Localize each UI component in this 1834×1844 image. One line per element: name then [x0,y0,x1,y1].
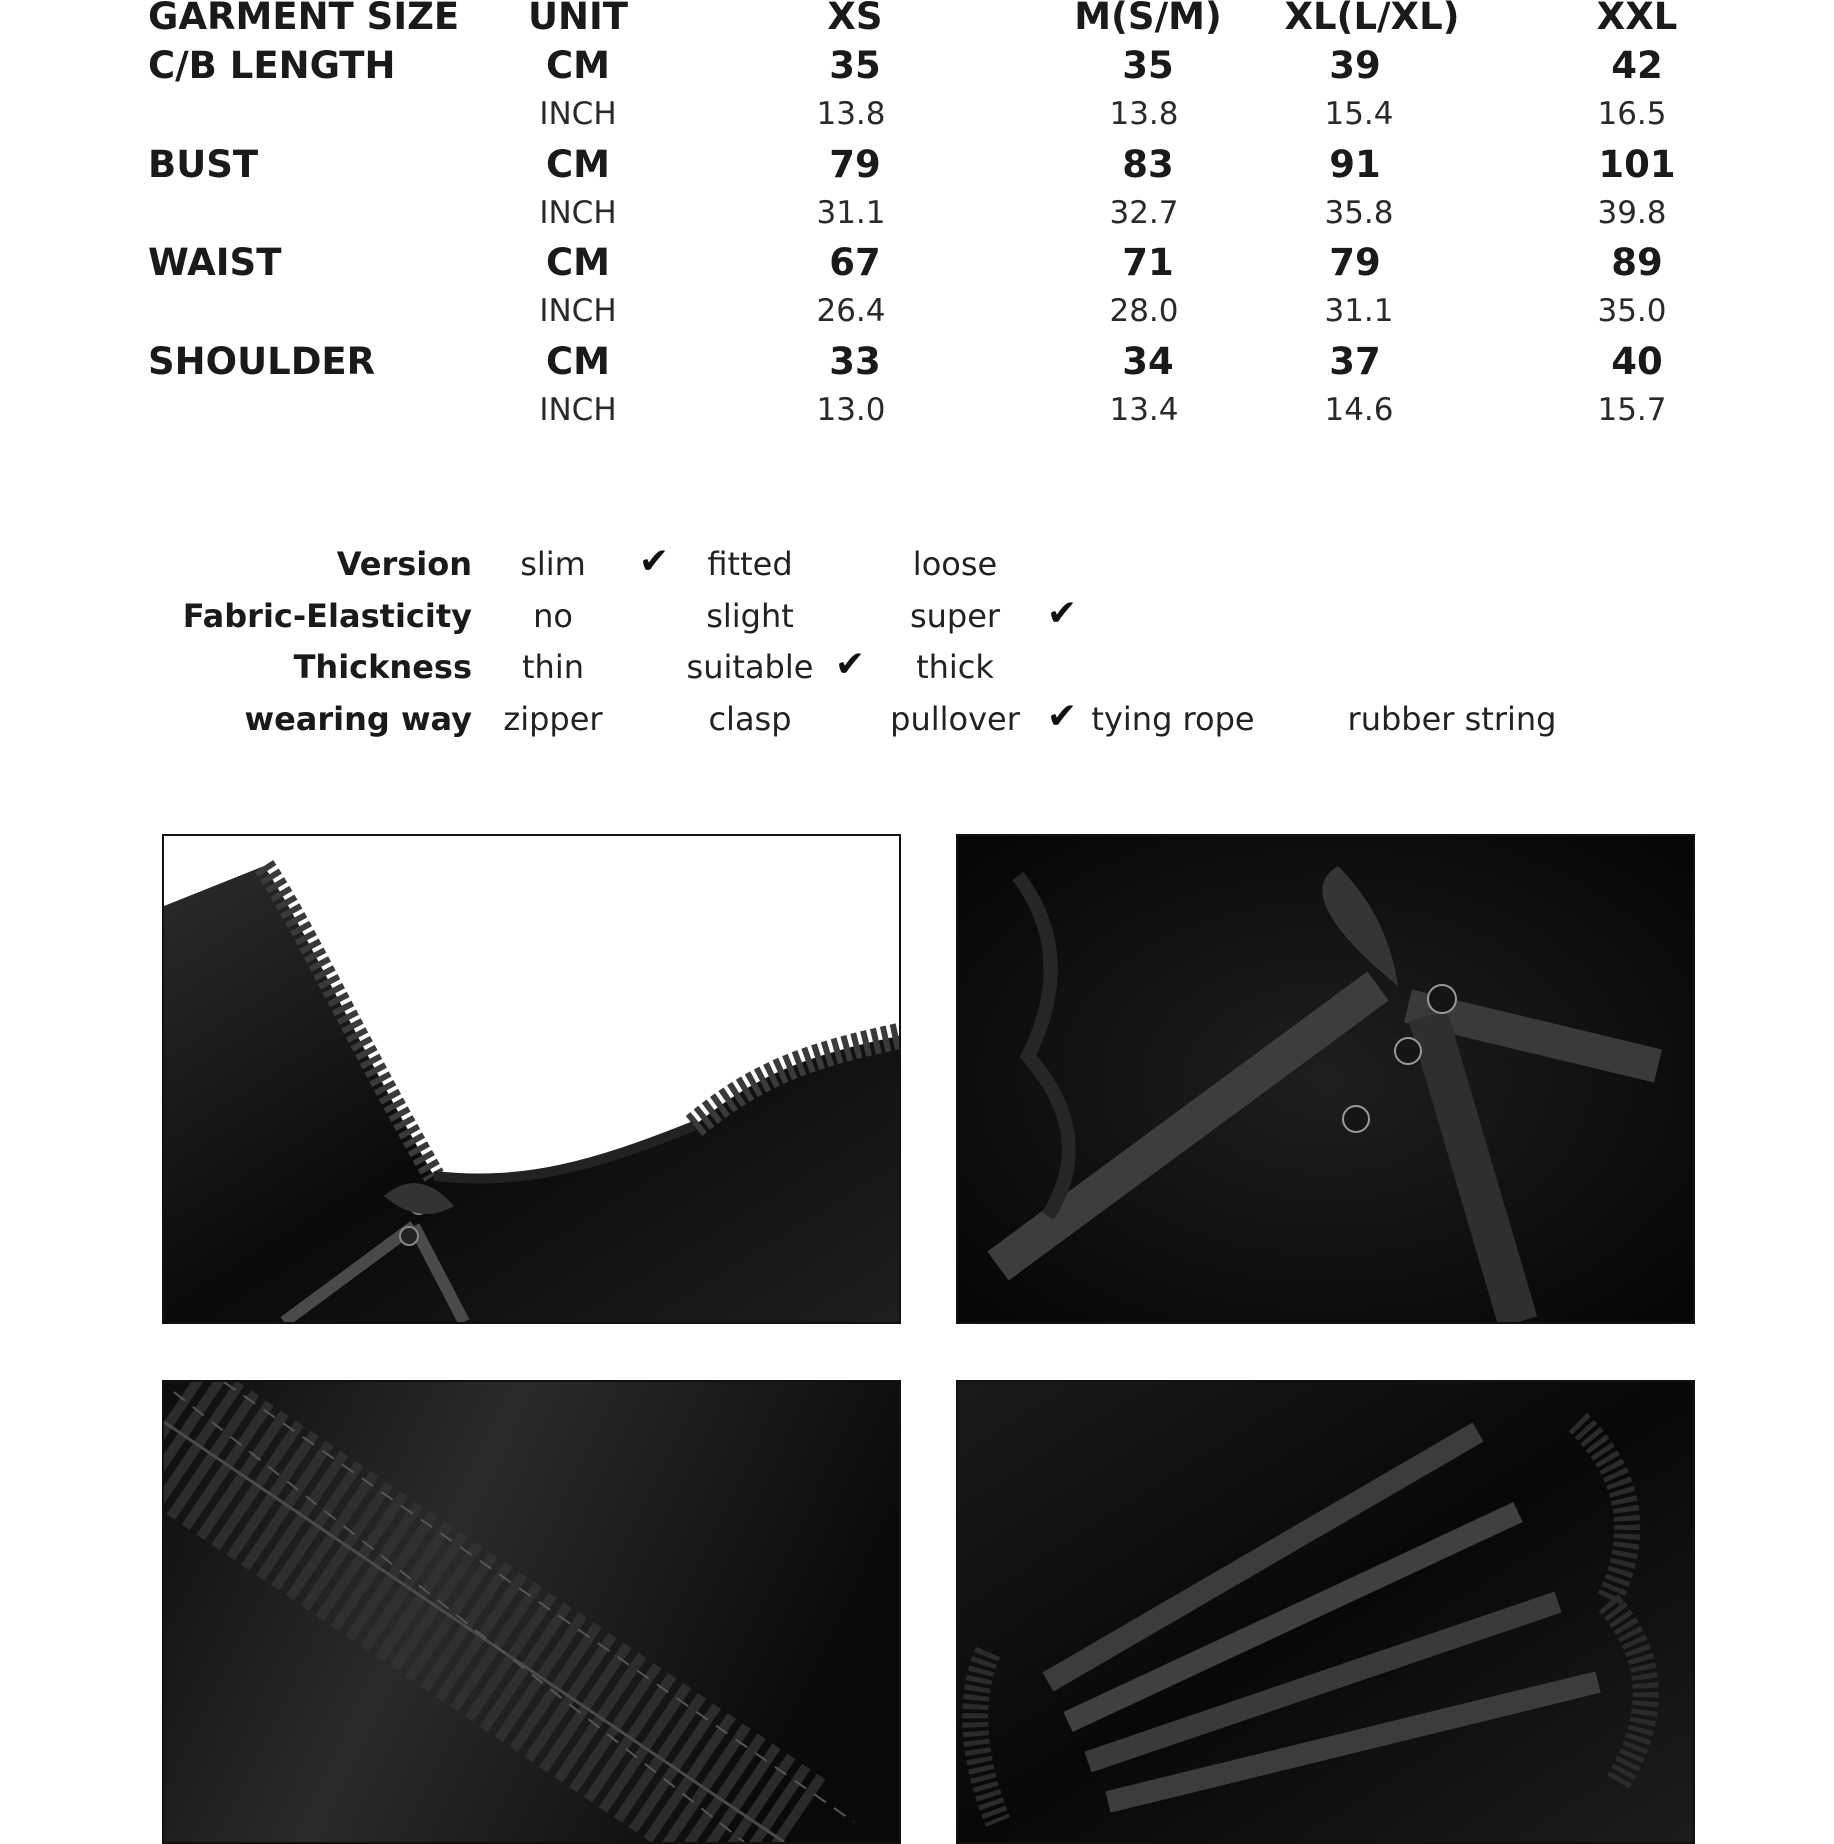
value-cm: 40 [1611,340,1663,383]
value-inch: 13.4 [1109,392,1179,428]
value-cm: 35 [829,44,881,87]
value-cm: 101 [1598,143,1676,186]
embroidery-detail-photo [162,1380,901,1844]
value-inch: 16.5 [1597,96,1667,132]
option-fitted: fitted [707,545,793,583]
value-inch: 15.7 [1597,392,1667,428]
option-super: super [909,597,1001,635]
header-garment-size: GARMENT SIZE [148,0,460,38]
value-inch: 13.0 [816,392,886,428]
unit-cm: CM [546,340,610,383]
header-xl: XL(L/XL) [1284,0,1460,38]
unit-cm: CM [546,44,610,87]
unit-inch: INCH [539,293,617,329]
unit-cm: CM [546,241,610,284]
option-zipper: zipper [503,700,603,738]
option-loose: loose [912,545,998,583]
option-pullover: pullover [890,700,1020,738]
check-mark-icon: ✔ [834,644,866,685]
unit-cm: CM [546,143,610,186]
value-cm: 91 [1329,143,1381,186]
option-suitable: suitable [686,648,814,686]
option-slim: slim [520,545,586,583]
value-cm: 35 [1122,44,1174,87]
value-cm: 89 [1611,241,1663,284]
value-inch: 28.0 [1109,293,1179,329]
option-tying-rope: tying rope [1091,700,1255,738]
header-m: M(S/M) [1074,0,1222,38]
value-inch: 13.8 [816,96,886,132]
value-inch: 15.4 [1324,96,1394,132]
lace-up-back-image [958,1382,1693,1842]
value-cm: 83 [1122,143,1174,186]
value-inch: 31.1 [1324,293,1394,329]
option-slight: slight [706,597,794,635]
value-inch: 35.0 [1597,293,1667,329]
value-cm: 33 [829,340,881,383]
unit-inch: INCH [539,96,617,132]
unit-inch: INCH [539,392,617,428]
neckline-ruffle-image [164,836,899,1322]
header-unit: UNIT [527,0,629,38]
value-cm: 42 [1611,44,1663,87]
option-no: no [533,597,573,635]
row-label-cb-length: C/B LENGTH [148,44,396,87]
check-mark-icon: ✔ [1046,593,1078,634]
value-cm: 39 [1329,44,1381,87]
option-thin: thin [522,648,584,686]
option-rubber-string: rubber string [1347,700,1557,738]
attr-label-fabric-elasticity: Fabric-Elasticity [182,597,472,635]
value-inch: 14.6 [1324,392,1394,428]
value-inch: 13.8 [1109,96,1179,132]
option-thick: thick [916,648,994,686]
attr-label-version: Version [336,545,472,583]
value-cm: 71 [1122,241,1174,284]
bow-detail-image [958,836,1693,1322]
value-cm: 79 [829,143,881,186]
value-cm: 37 [1329,340,1381,383]
value-cm: 67 [829,241,881,284]
value-cm: 34 [1122,340,1174,383]
value-inch: 26.4 [816,293,886,329]
value-inch: 31.1 [816,195,886,231]
row-label-shoulder: SHOULDER [148,340,376,383]
attr-label-thickness: Thickness [293,648,472,686]
header-xs: XS [827,0,883,38]
value-cm: 79 [1329,241,1381,284]
attr-label-wearing-way: wearing way [244,700,472,738]
value-inch: 39.8 [1597,195,1667,231]
value-inch: 32.7 [1109,195,1179,231]
bow-detail-photo [956,834,1695,1324]
check-mark-icon: ✔ [638,541,670,582]
header-xxl: XXL [1596,0,1678,38]
check-mark-icon: ✔ [1046,696,1078,737]
unit-inch: INCH [539,195,617,231]
value-inch: 35.8 [1324,195,1394,231]
row-label-bust: BUST [148,143,259,186]
option-clasp: clasp [708,700,792,738]
embroidery-detail-image [164,1382,899,1842]
lace-up-back-photo [956,1380,1695,1844]
neckline-ruffle-photo [162,834,901,1324]
row-label-waist: WAIST [148,241,282,284]
